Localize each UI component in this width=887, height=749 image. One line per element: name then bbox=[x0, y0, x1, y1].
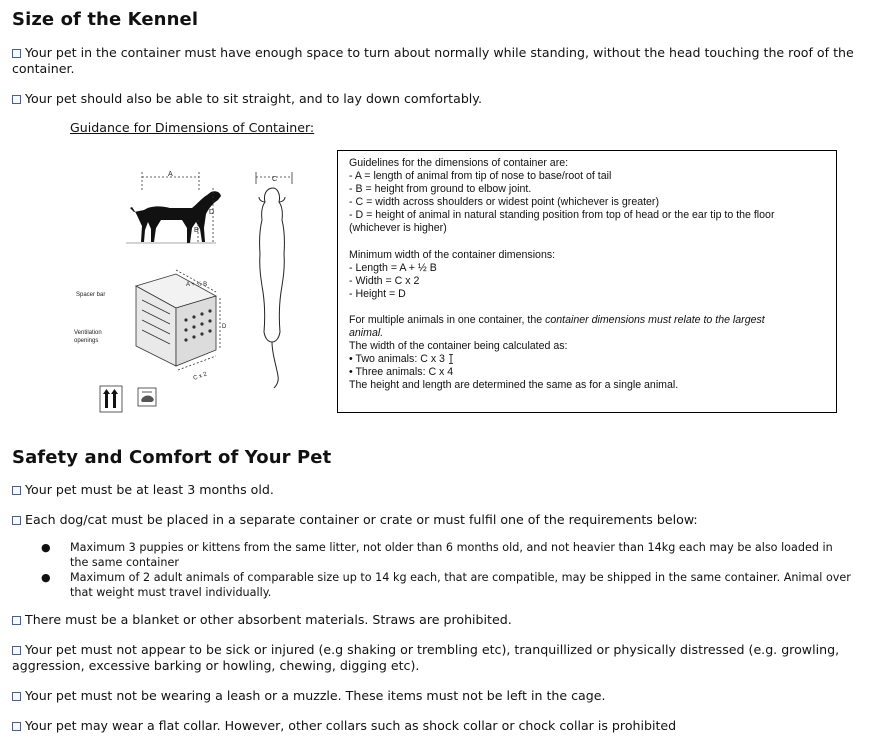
label-spacer-bar: Spacer bar bbox=[76, 292, 106, 298]
kennel-item-space-text: Your pet in the container must have enough space to turn about normally while standing, without the head touching the roof of the container. bbox=[12, 45, 854, 76]
kennel-item-sit bbox=[12, 91, 872, 107]
guideline-def-d-cont: (whichever is higher) bbox=[349, 222, 447, 235]
live-animals-label-icon bbox=[138, 388, 156, 406]
guideline-def-d: - D = height of animal in natural standing position from top of head or the ear tip to the floor bbox=[349, 209, 775, 222]
multiple-animals-italic: container dimensions must relate to the largest bbox=[545, 313, 765, 326]
checkbox-icon bbox=[12, 722, 21, 731]
label-ventilation: Ventilation bbox=[74, 330, 102, 336]
label-c-x2: C x 2 bbox=[192, 371, 208, 382]
label-openings: openings bbox=[74, 338, 99, 344]
checkbox-icon bbox=[12, 486, 21, 495]
safety-item-age: Your pet must be at least 3 months old. bbox=[12, 482, 872, 498]
safety-item-leash: Your pet must not be wearing a leash or a muzzle. These items must not be left in the cage. bbox=[12, 688, 872, 704]
multiple-animals-italic-cont: animal. bbox=[349, 327, 384, 340]
safety-item-sick: Your pet must not appear to be sick or injured (e.g shaking or trembling etc), tranquillized or physically distressed (e.g. growling, aggression, excessive barking or howling, chewing, digging etc). bbox=[12, 642, 840, 673]
safety-item-container: Each dog/cat must be placed in a separate container or crate or must fulfil one of the requirements below: bbox=[12, 512, 872, 528]
checkbox-icon bbox=[12, 646, 21, 655]
guidelines-intro: Guidelines for the dimensions of container are: bbox=[349, 157, 569, 169]
multiple-animals-prefix: For multiple animals in one container, the bbox=[349, 313, 546, 326]
safety-item-blanket: There must be a blanket or other absorbent materials. Straws are prohibited. bbox=[12, 612, 872, 628]
height-length-note: The height and length are determined the same as for a single animal. bbox=[349, 379, 679, 392]
kennel-item-sit-text: Your pet should also be able to sit straight, and to lay down comfortably. bbox=[25, 91, 482, 106]
width-calc-title: The width of the container being calculated as: bbox=[349, 340, 568, 353]
checkbox-icon bbox=[12, 516, 21, 525]
container-dimensions-illustration bbox=[66, 150, 331, 420]
guidelines-box bbox=[337, 150, 837, 413]
safety-item-collar: Your pet may wear a flat collar. However, other collars such as shock collar or chock collar is prohibited bbox=[12, 718, 872, 734]
list-item: ● Maximum 3 puppies or kittens from the same litter, not older than 6 months old, and not heavier than 14kg each may be also loaded in the same container bbox=[41, 541, 833, 569]
checkbox-icon bbox=[12, 49, 21, 58]
kennel-crate-drawing bbox=[136, 270, 220, 370]
checkbox-icon bbox=[12, 692, 21, 701]
guideline-def-b: - B = height from ground to elbow joint. bbox=[349, 183, 532, 196]
guidance-title: Guidance for Dimensions of Container: bbox=[70, 120, 315, 135]
two-animals-rule: • Two animals: C x 3 bbox=[349, 353, 825, 366]
label-a: A bbox=[168, 171, 173, 178]
guideline-def-a: - A = length of animal from tip of nose to base/root of tail bbox=[349, 170, 612, 183]
minimum-width: - Width = C x 2 bbox=[349, 274, 420, 287]
label-c: C bbox=[272, 176, 278, 183]
multiple-animals-note bbox=[349, 314, 825, 327]
label-a-half-b: A + ½ B bbox=[186, 282, 208, 288]
dog-top-view-icon bbox=[256, 172, 292, 388]
kennel-size-heading: Size of the Kennel bbox=[12, 9, 199, 30]
three-animals-rule: • Three animals: C x 4 bbox=[349, 366, 454, 379]
container-requirements-list bbox=[38, 541, 853, 601]
dog-silhouette-icon bbox=[130, 191, 221, 243]
text-cursor-icon bbox=[448, 354, 454, 364]
list-item: ● Maximum of 2 adult animals of comparable size up to 14 kg each, that are compatible, may be shipped in the same container. Animal over that weight must travel individually. bbox=[41, 571, 851, 599]
minimum-height: - Height = D bbox=[349, 287, 406, 300]
minimum-length: - Length = A + ½ B bbox=[349, 261, 437, 274]
minimum-width-title: Minimum width of the container dimensions: bbox=[349, 248, 556, 261]
label-d-right: D bbox=[222, 324, 227, 330]
checkbox-icon bbox=[12, 616, 21, 625]
safety-comfort-heading: Safety and Comfort of Your Pet bbox=[12, 447, 332, 468]
kennel-item-space bbox=[12, 45, 872, 77]
checkbox-icon bbox=[12, 95, 21, 104]
label-b: B bbox=[194, 227, 199, 234]
guideline-def-c: - C = width across shoulders or widest point (whichever is greater) bbox=[349, 196, 659, 209]
this-way-up-label-icon bbox=[100, 386, 122, 412]
label-d: D bbox=[209, 209, 215, 216]
